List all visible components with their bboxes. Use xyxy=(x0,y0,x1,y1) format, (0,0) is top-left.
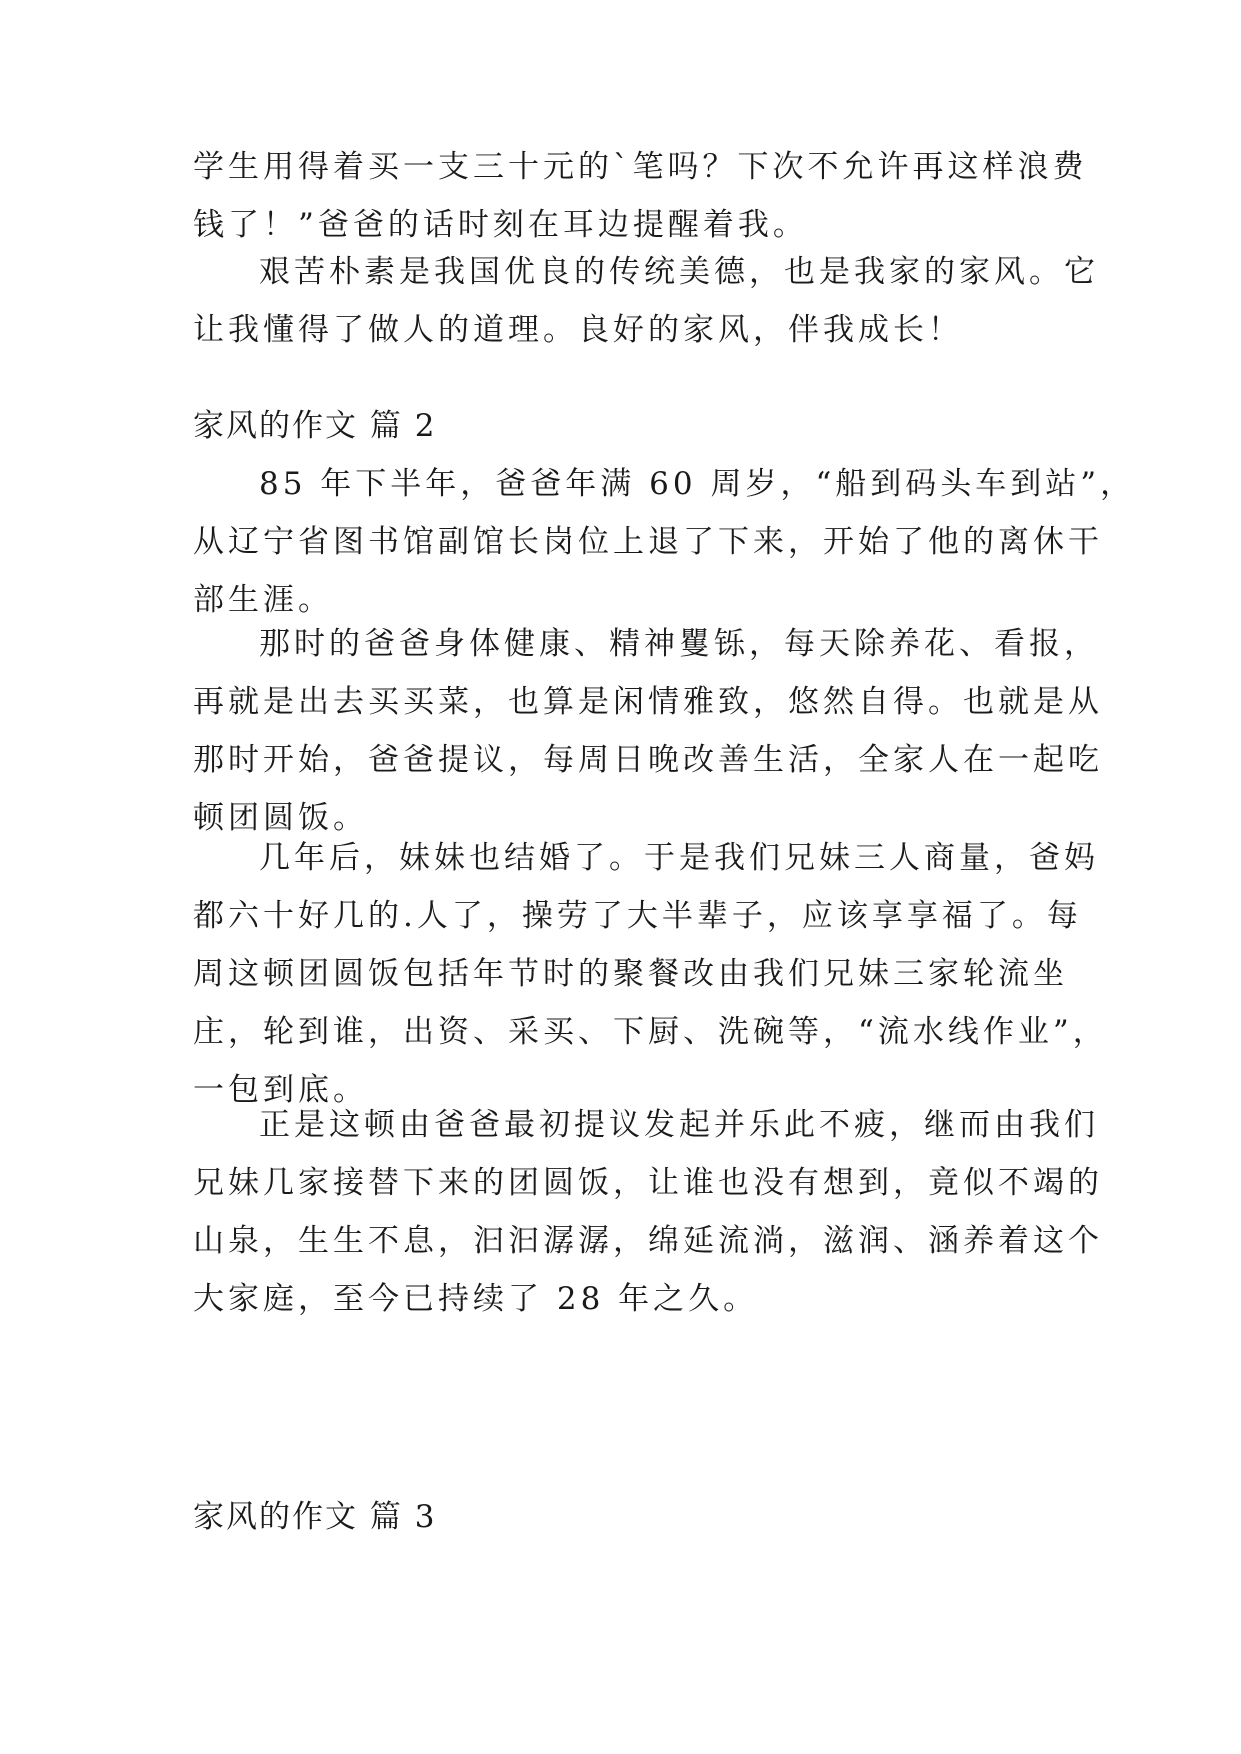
text-line: 艰苦朴素是我国优良的传统美德，也是我家的家风。它 xyxy=(259,254,1099,290)
text-line: 庄，轮到谁，出资、采买、下厨、洗碗等，“流水线作业”， xyxy=(193,1014,1108,1050)
paragraph-previous-ending xyxy=(193,138,1088,254)
text-line: 学生用得着买一支三十元的`笔吗？下次不允许再这样浪费 xyxy=(193,149,1088,185)
text-line: 周这顿团圆饭包括年节时的聚餐改由我们兄妹三家轮流坐 xyxy=(193,956,1068,992)
text-line: 那时开始，爸爸提议，每周日晚改善生活，全家人在一起吃 xyxy=(193,742,1103,778)
text-line: 让我懂得了做人的道理。良好的家风，伴我成长！ xyxy=(193,312,963,348)
text-line: 正是这顿由爸爸最初提议发起并乐此不疲，继而由我们 xyxy=(259,1107,1099,1143)
text-line: 顿团圆饭。 xyxy=(193,800,368,836)
text-line: 从辽宁省图书馆副馆长岗位上退了下来，开始了他的离休干 xyxy=(193,524,1103,560)
section-title: 家风的作文 篇 2 xyxy=(193,408,437,444)
text-line: 钱了！”爸爸的话时刻在耳边提醒着我。 xyxy=(193,207,808,243)
section-heading-3 xyxy=(193,1488,1073,1546)
paragraph-s2-3 xyxy=(193,829,1108,1119)
paragraph-s2-4 xyxy=(193,1096,1103,1328)
text-line: 85 年下半年，爸爸年满 60 周岁，“船到码头车到站”， xyxy=(259,466,1136,502)
text-line: 都六十好几的.人了，操劳了大半辈子，应该享享福了。每 xyxy=(193,898,1082,934)
text-line: 兄妹几家接替下来的团圆饭，让谁也没有想到，竟似不竭的 xyxy=(193,1165,1103,1201)
text-line: 再就是出去买买菜，也算是闲情雅致，悠然自得。也就是从 xyxy=(193,684,1103,720)
text-line: 山泉，生生不息，汩汩潺潺，绵延流淌，滋润、涵养着这个 xyxy=(193,1223,1103,1259)
section-title: 家风的作文 篇 3 xyxy=(193,1499,437,1535)
paragraph-s2-1 xyxy=(193,455,1136,629)
text-line: 一包到底。 xyxy=(193,1072,368,1108)
text-line: 那时的爸爸身体健康、精神矍铄，每天除养花、看报， xyxy=(259,626,1099,662)
text-line: 大家庭，至今已持续了 28 年之久。 xyxy=(193,1281,759,1317)
paragraph-conclusion xyxy=(193,243,1099,359)
section-heading-2 xyxy=(193,397,1073,455)
text-line: 几年后，妹妹也结婚了。于是我们兄妹三人商量，爸妈 xyxy=(259,840,1099,876)
paragraph-s2-2 xyxy=(193,615,1103,847)
text-line: 部生涯。 xyxy=(193,582,333,618)
